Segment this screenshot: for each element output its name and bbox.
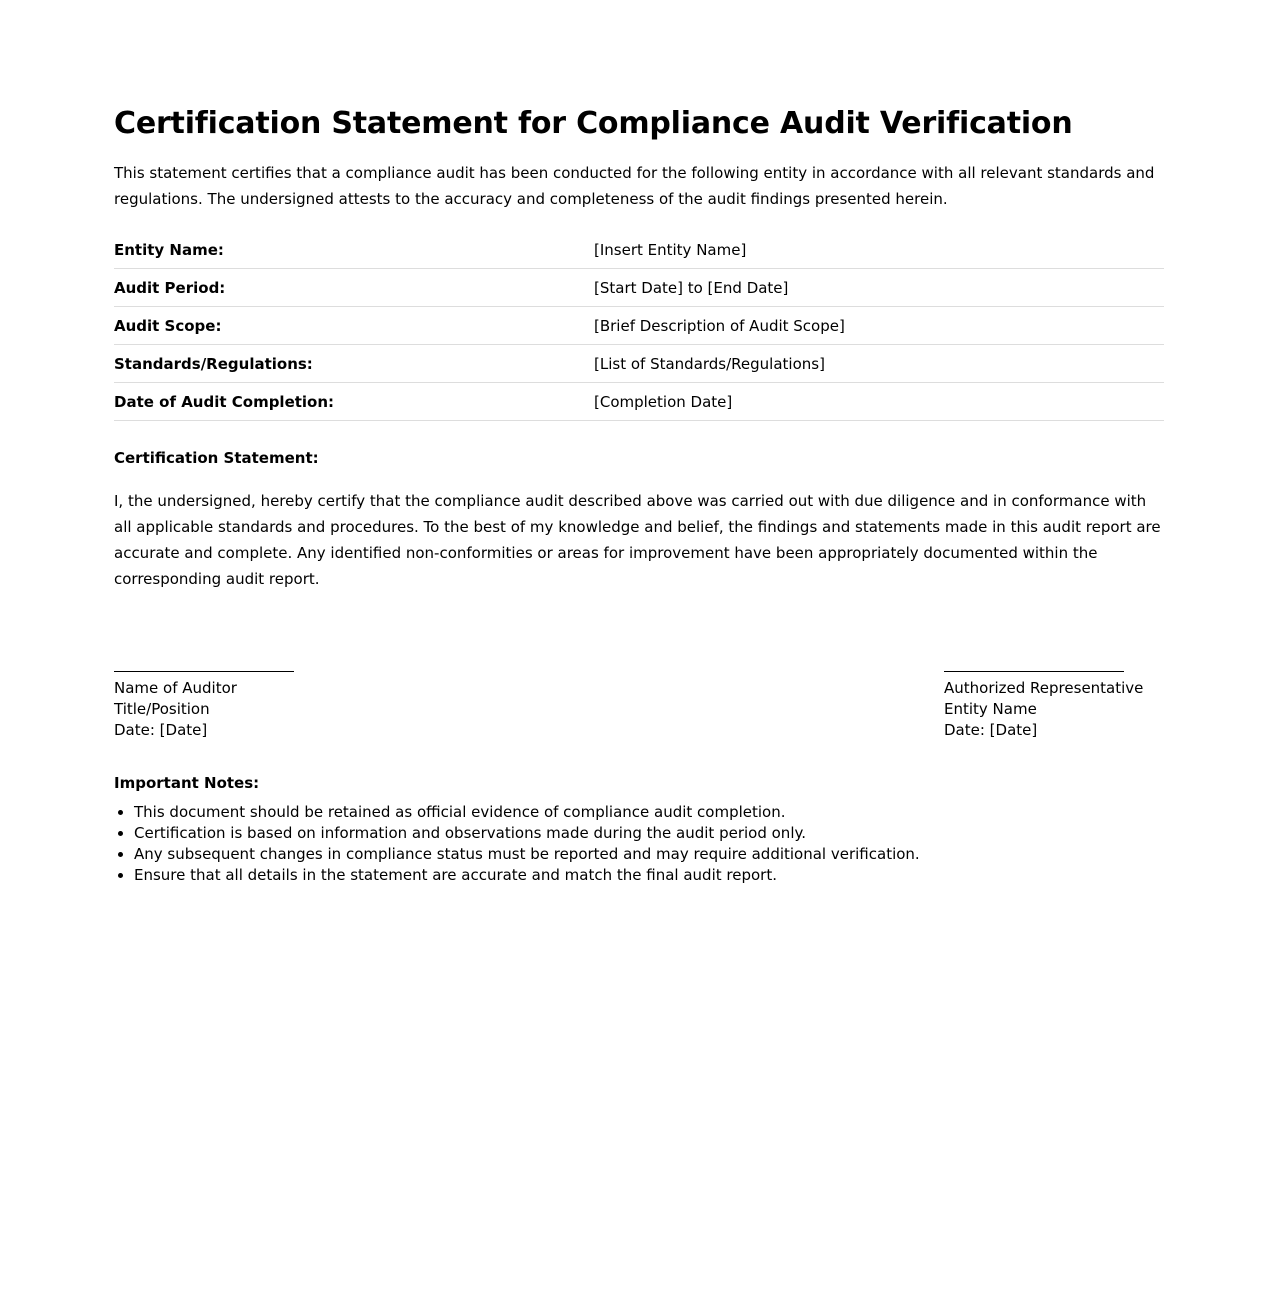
- table-row: [114, 307, 1164, 345]
- table-row: [114, 269, 1164, 307]
- row-label: Date of Audit Completion:: [114, 383, 594, 421]
- representative-signature-block: [944, 671, 1143, 741]
- row-label: Entity Name:: [114, 231, 594, 269]
- auditor-name: Name of Auditor: [114, 679, 237, 697]
- list-item: • Any subsequent changes in compliance status must be reported and may require additional verification.: [134, 844, 1164, 865]
- document-content: [114, 100, 1164, 592]
- page-title: Certification Statement for Compliance Audit Verification: [114, 106, 1073, 141]
- row-value: [List of Standards/Regulations]: [594, 345, 1164, 383]
- list-item: • This document should be retained as official evidence of compliance audit completion.: [134, 802, 1164, 823]
- signature-section: [114, 671, 1164, 751]
- auditor-title: Title/Position: [114, 700, 210, 718]
- important-notes: [114, 772, 1164, 886]
- list-item: • Certification is based on information and observations made during the audit period only.: [134, 823, 1164, 844]
- row-value: [Brief Description of Audit Scope]: [594, 307, 1164, 345]
- row-label: Audit Scope:: [114, 307, 594, 345]
- audit-info-table: [114, 231, 1164, 421]
- auditor-signature-line: [114, 671, 294, 672]
- notes-list: [114, 802, 1164, 886]
- notes-heading: Important Notes:: [114, 774, 260, 792]
- auditor-date: Date: [Date]: [114, 721, 208, 739]
- row-value: [Start Date] to [End Date]: [594, 269, 1164, 307]
- row-label: Audit Period:: [114, 269, 594, 307]
- intro-paragraph: This statement certifies that a compliance audit has been conducted for the following entity in accordance with all relevant standards and regulations. The undersigned attests to the accuracy and completeness of the audit findings presented herein.: [114, 164, 1155, 208]
- table-row: [114, 383, 1164, 421]
- representative-date: Date: [Date]: [944, 721, 1038, 739]
- list-item: • Ensure that all details in the statement are accurate and match the final audit report.: [134, 865, 1164, 886]
- table-row: [114, 345, 1164, 383]
- certification-text: I, the undersigned, hereby certify that the compliance audit described above was carried out with due diligence and in conformance with all applicable standards and procedures. To the best of my knowledge and belief, the findings and statements made in this audit report are accurate and complete. Any identified non-conformities or areas for improvement have been appropriately documented within the corresponding audit report.: [114, 492, 1161, 588]
- certification-heading: Certification Statement:: [114, 449, 319, 467]
- representative-entity: Entity Name: [944, 700, 1037, 718]
- table-row: [114, 231, 1164, 269]
- row-value: [Insert Entity Name]: [594, 231, 1164, 269]
- representative-name: Authorized Representative: [944, 679, 1144, 697]
- row-label: Standards/Regulations:: [114, 345, 594, 383]
- auditor-signature-block: [114, 671, 294, 741]
- row-value: [Completion Date]: [594, 383, 1164, 421]
- representative-signature-line: [944, 671, 1124, 672]
